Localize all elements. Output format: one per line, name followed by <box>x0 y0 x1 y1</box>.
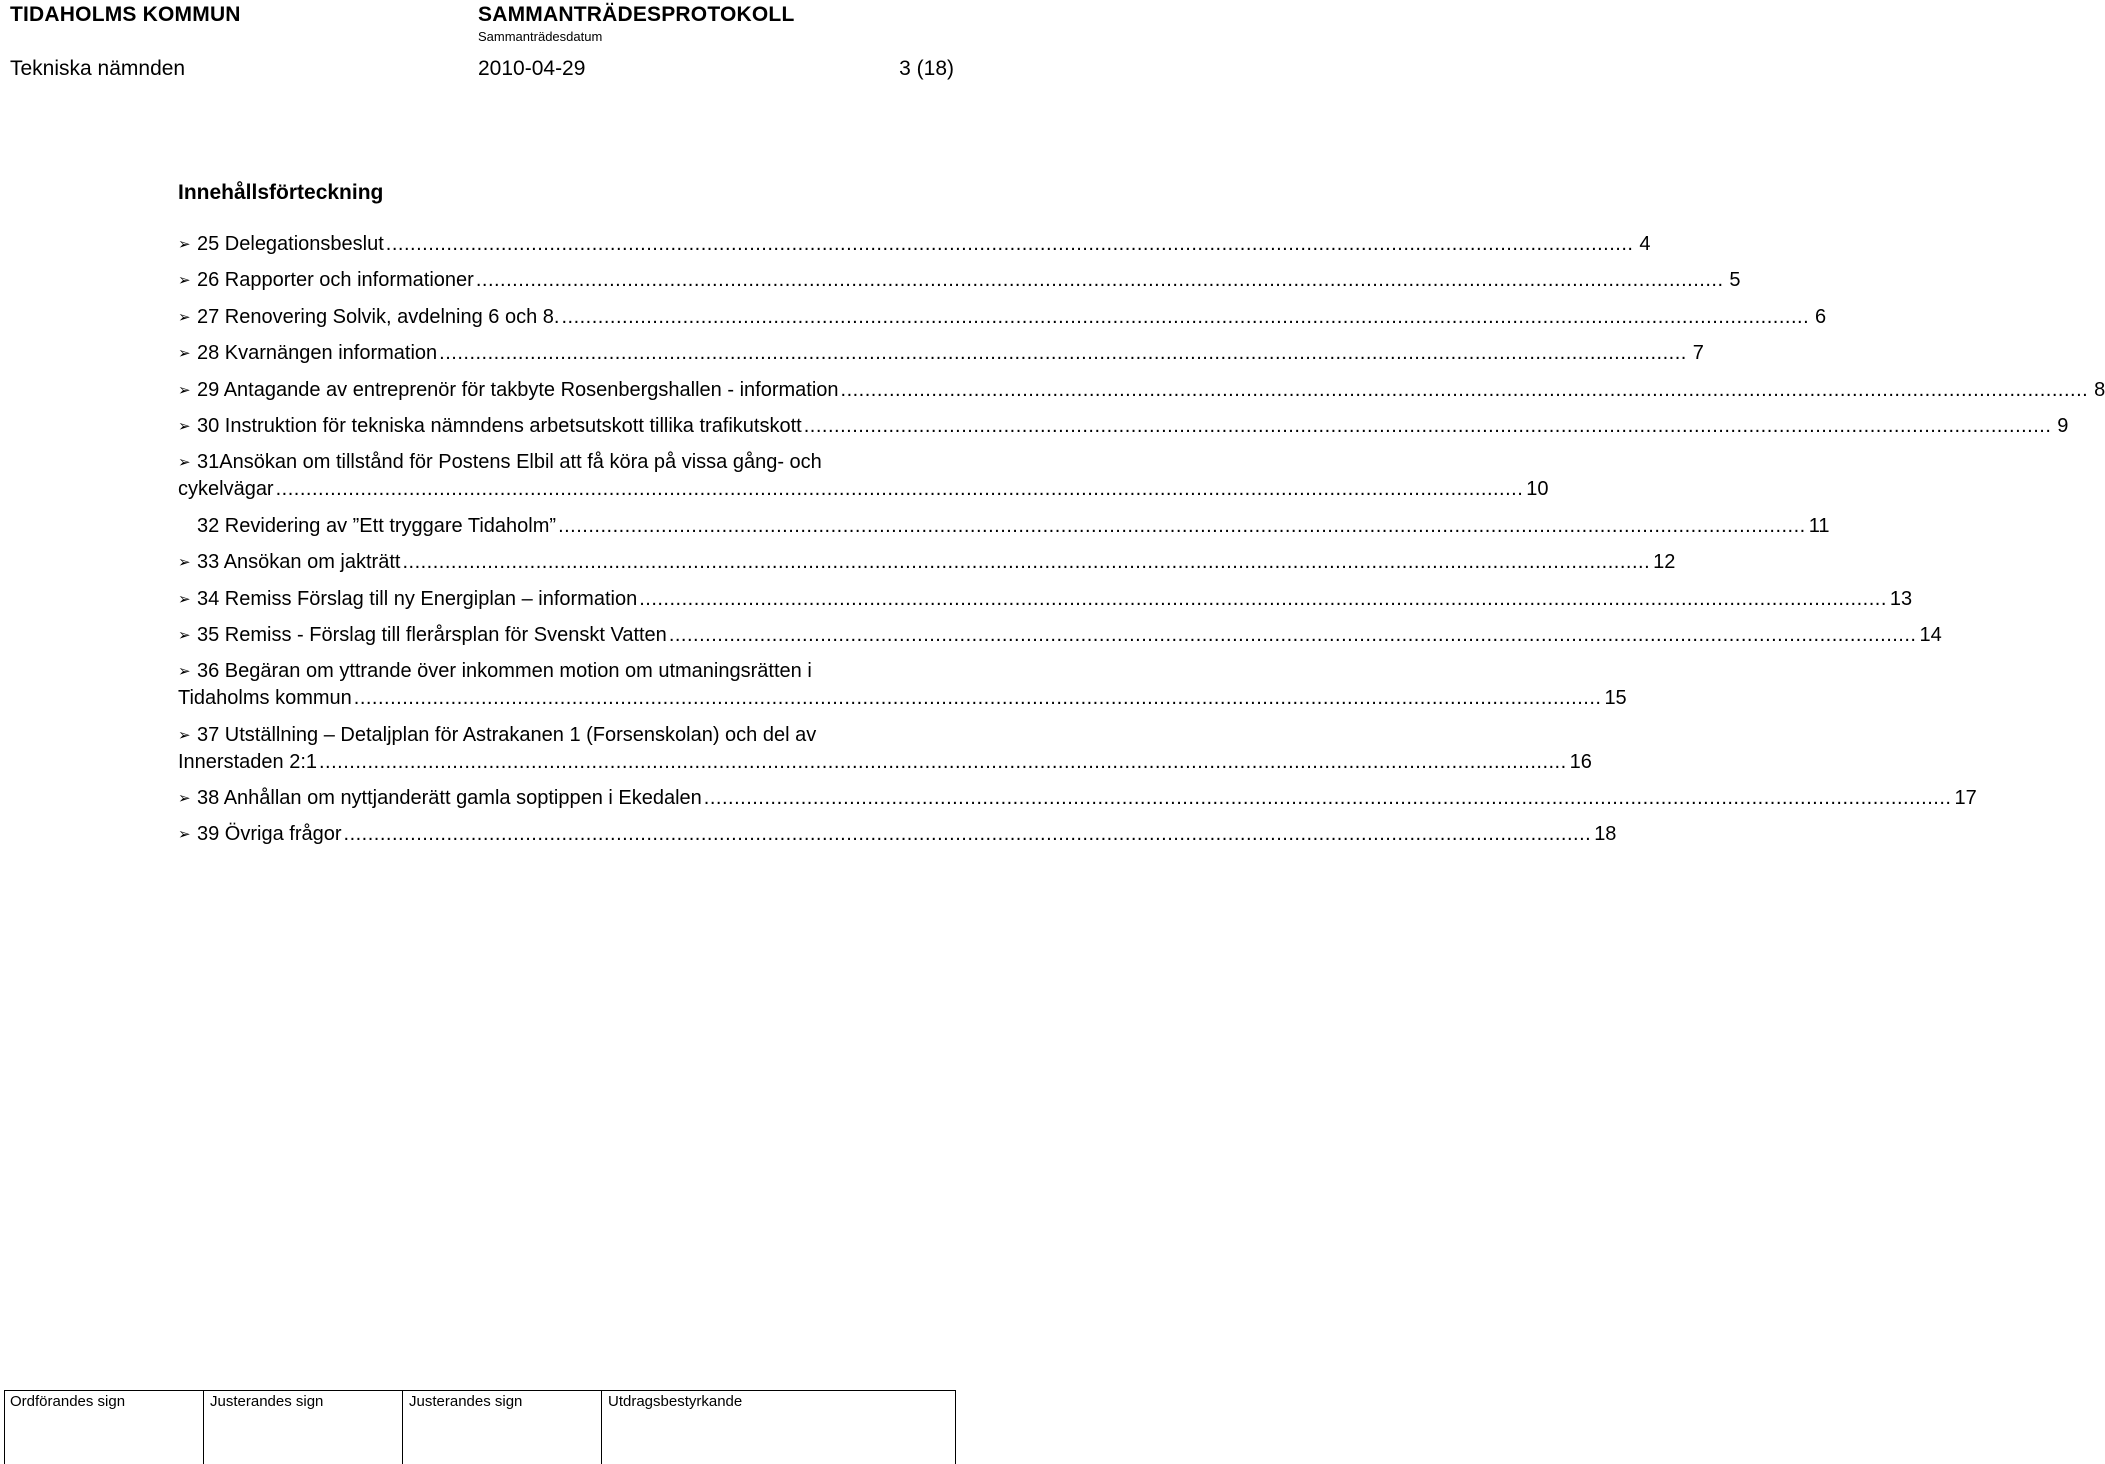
toc-entry-title: 27 Renovering Solvik, avdelning 6 och 8. <box>197 305 560 328</box>
footer-label-adjuster-sign-2: Justerandes sign <box>409 1393 523 1410</box>
footer-divider <box>402 1390 403 1464</box>
toc-entry-title: 31Ansökan om tillstånd för Postens Elbil att få köra på vissa gång- och <box>197 451 822 474</box>
toc-entry[interactable] <box>178 413 2069 440</box>
toc-entry-page: 5 <box>1729 269 1741 292</box>
toc-entry-page: 16 <box>1569 750 1592 773</box>
dot-leader: .............................................................................................................................................................................................................. <box>668 623 1917 646</box>
toc-entry-title: 34 Remiss Förslag till ny Energiplan – information <box>197 587 638 610</box>
bullet-arrow-icon: ➢ <box>178 790 191 808</box>
toc-entry[interactable] <box>178 449 1549 503</box>
bullet-arrow-icon: ➢ <box>178 590 191 608</box>
footer-divider <box>601 1390 602 1464</box>
bullet-arrow-icon: ➢ <box>178 272 191 290</box>
dot-leader: .............................................................................................................................................................................................................. <box>402 551 1651 574</box>
toc-entry-page: 15 <box>1604 687 1627 710</box>
toc-entry-title: 39 Övriga frågor <box>197 823 342 846</box>
toc-entry-title: 25 Delegationsbeslut <box>197 233 384 255</box>
dot-leader: .............................................................................................................................................................................................................. <box>353 687 1602 710</box>
toc-entry-title: 32 Revidering av ”Ett tryggare Tidaholm” <box>197 514 557 537</box>
footer-divider <box>955 1390 956 1464</box>
toc-entry-page: 6 <box>1815 305 1827 328</box>
board-name: Tekniska nämnden <box>10 57 186 80</box>
toc-entry[interactable] <box>178 340 1704 367</box>
footer-label-chairman-sign: Ordförandes sign <box>10 1393 126 1410</box>
footer-divider <box>4 1390 5 1464</box>
document-type: SAMMANTRÄDESPROTOKOLL <box>478 3 795 26</box>
toc-entry-title: cykelvägar <box>178 478 274 501</box>
toc-entry[interactable] <box>178 267 1741 294</box>
toc-entry-title: 38 Anhållan om nyttjanderätt gamla soptippen i Ekedalen <box>197 787 702 810</box>
toc-entry-page: 4 <box>1639 233 1651 255</box>
meeting-date-label: Sammanträdesdatum <box>478 29 603 44</box>
bullet-arrow-icon: ➢ <box>178 726 191 744</box>
bullet-arrow-icon: ➢ <box>178 626 191 644</box>
dot-leader: .............................................................................................................................................................................................................. <box>703 787 1952 810</box>
toc-entry-title: 26 Rapporter och informationer <box>197 269 474 292</box>
footer-rule <box>4 1390 956 1391</box>
dot-leader: .............................................................................................................................................................................................................. <box>639 587 1887 610</box>
toc-entry-page: 9 <box>2057 414 2069 437</box>
meeting-date: 2010-04-29 <box>478 57 586 80</box>
bullet-arrow-icon: ➢ <box>178 554 191 572</box>
toc-entry-page: 8 <box>2094 378 2105 401</box>
toc-entry-page: 11 <box>1808 514 1830 537</box>
toc-entry-page: 13 <box>1889 587 1913 610</box>
toc-entry[interactable] <box>178 722 1592 776</box>
bullet-arrow-icon: ➢ <box>178 826 191 844</box>
toc-entry-title: 28 Kvarnängen information <box>197 342 438 365</box>
dot-leader: .............................................................................................................................................................................................................. <box>803 414 2052 437</box>
dot-leader: .............................................................................................................................................................................................................. <box>343 823 1592 846</box>
toc-entry[interactable] <box>178 658 1627 712</box>
toc-entry-page: 18 <box>1594 823 1617 846</box>
toc-entry-title: 30 Instruktion för tekniska nämndens arbetsutskott tillika trafikutskott <box>197 414 802 437</box>
toc-entry[interactable] <box>178 304 1827 331</box>
footer-divider <box>203 1390 204 1464</box>
bullet-arrow-icon: ➢ <box>178 345 191 363</box>
bullet-arrow-icon: ➢ <box>178 454 191 472</box>
toc-entry-page: 17 <box>1954 787 1977 810</box>
toc-entry[interactable] <box>178 821 1617 848</box>
toc-entry-page: 14 <box>1919 623 1942 646</box>
dot-leader: .............................................................................................................................................................................................................. <box>275 478 1524 501</box>
toc-entry[interactable] <box>178 785 1977 812</box>
toc-entry-page: 7 <box>1692 342 1704 365</box>
toc-entry-title: Innerstaden 2:1 <box>178 750 317 773</box>
bullet-arrow-icon: ➢ <box>178 308 191 326</box>
toc-entry[interactable] <box>178 231 1651 258</box>
toc-entry-title: 37 Utställning – Detaljplan för Astrakanen 1 (Forsenskolan) och del av <box>197 723 817 746</box>
bullet-arrow-icon: ➢ <box>178 236 191 253</box>
toc-entry[interactable] <box>178 377 2105 404</box>
toc-entry-page: 10 <box>1526 478 1549 501</box>
bullet-arrow-icon: ➢ <box>178 381 191 399</box>
toc-entry-title: 33 Ansökan om jakträtt <box>197 551 401 574</box>
dot-leader: .............................................................................................................................................................................................................. <box>319 750 1567 773</box>
page-number: 3 (18) <box>899 57 954 80</box>
dot-leader: .............................................................................................................................................................................................................. <box>561 305 1810 328</box>
dot-leader: .............................................................................................................................................................................................................. <box>385 233 1634 255</box>
toc-entry-title: 35 Remiss - Förslag till flerårsplan för Svenskt Vatten <box>197 623 667 646</box>
dot-leader: .............................................................................................................................................................................................................. <box>475 269 1724 292</box>
table-of-contents <box>178 231 2105 858</box>
footer-label-extract-certification: Utdragsbestyrkande <box>608 1393 743 1410</box>
bullet-arrow-icon: ➢ <box>178 417 191 435</box>
dot-leader: .............................................................................................................................................................................................................. <box>439 342 1687 365</box>
dot-leader: .............................................................................................................................................................................................................. <box>840 378 2089 401</box>
toc-entry-title: Tidaholms kommun <box>178 687 352 710</box>
footer-label-adjuster-sign-1: Justerandes sign <box>210 1393 324 1410</box>
toc-entry[interactable] <box>178 513 1830 540</box>
toc-title: Innehållsförteckning <box>178 181 384 204</box>
toc-entry-title: 36 Begäran om yttrande över inkommen motion om utmaningsrätten i <box>197 660 812 683</box>
toc-entry-page: 12 <box>1653 551 1676 574</box>
toc-entry[interactable] <box>178 586 1913 613</box>
dot-leader: .............................................................................................................................................................................................................. <box>558 514 1806 537</box>
toc-entry-title: 29 Antagande av entreprenör för takbyte Rosenbergshallen - information <box>197 378 839 401</box>
bullet-arrow-icon: ➢ <box>178 663 191 681</box>
toc-entry[interactable] <box>178 549 1676 576</box>
organization-name: TIDAHOLMS KOMMUN <box>10 3 241 26</box>
toc-entry[interactable] <box>178 622 1942 649</box>
